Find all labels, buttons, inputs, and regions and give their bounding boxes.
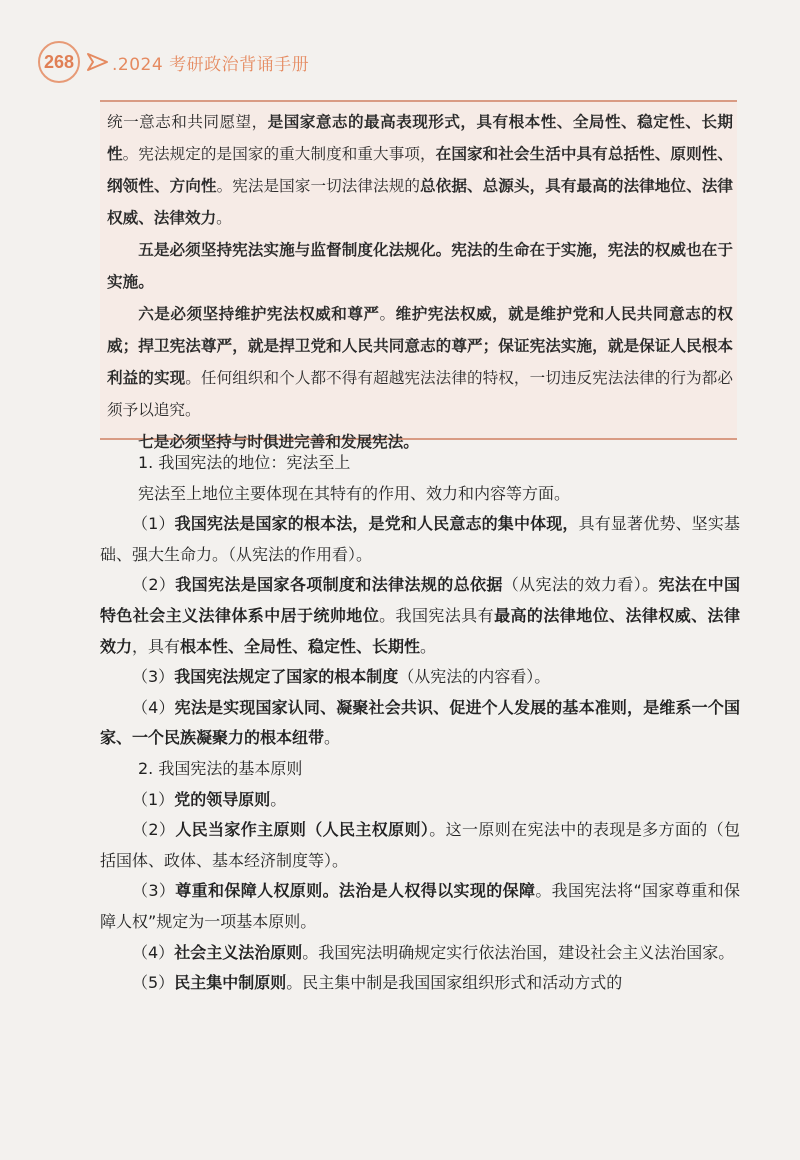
body-paragraph [100, 938, 740, 969]
book-arrow-icon [86, 50, 110, 74]
body-paragraph [100, 570, 740, 662]
text-run: 。宪法规定的是国家的重大制度和重大事项， [122, 145, 436, 163]
body-paragraph [100, 968, 740, 999]
main-text [100, 448, 740, 999]
body-paragraph [100, 693, 740, 754]
bold-text-run: 宪法是实现国家认同、凝聚社会共识、促进个人发展的基本准则，是维系一个国家、一个民族凝聚力的根本纽带 [100, 697, 740, 748]
bold-text-run: 六是必须坚持维护宪法权威和尊严 [138, 304, 380, 323]
bold-text-run: 根本性、全局性、稳定性、长期性 [180, 636, 421, 656]
bold-text-run: 社会主义法治原则 [174, 942, 303, 962]
body-paragraph [100, 876, 740, 937]
bold-text-run: 维护宪法权威，就是维护党和人民共同意志的权威；捍卫宪法尊严，就是捍卫党和人民共同意志的尊严；保证宪法实施，就是保证人民根本利益的实现 [107, 304, 733, 387]
text-run: （从宪法的效力看）。 [502, 575, 659, 595]
text-run: 。 [324, 728, 341, 748]
text-run: （2） [132, 820, 176, 840]
bold-text-run: 我国宪法是国家各项制度和法律法规的总依据 [175, 575, 503, 595]
page-header [38, 40, 309, 84]
page-number: 268 [38, 41, 80, 83]
bold-text-run: 是国家意志的最高表现形式，具有根本性、全局性、稳定性、长期性 [107, 112, 733, 163]
text-run: 。这一原则在宪法中的表现是多方面的（包括国体、政体、基本经济制度等）。 [100, 820, 740, 870]
bold-text-run: 尊重和保障人权原则。法治是人权得以实现的保障 [175, 881, 536, 901]
text-run: 。 [270, 789, 287, 809]
bold-text-run: 我国宪法是国家的根本法，是党和人民意志的集中体现， [174, 514, 579, 534]
body-paragraph [100, 448, 740, 479]
text-run: 。 [420, 636, 437, 656]
text-run: 。我国宪法将“国家尊重和保障人权”规定为一项基本原则。 [100, 881, 740, 931]
text-run: 。我国宪法明确规定实行依法治国，建设社会主义法治国家。 [302, 942, 735, 962]
text-run: 宪法至上地位主要体现在其特有的作用、效力和内容等方面。 [138, 483, 571, 503]
bold-text-run: 最高的法律地位、法律权威、法律效力 [100, 605, 740, 656]
text-run: （从宪法的内容看）。 [398, 667, 551, 687]
bold-text-run: 人民当家作主原则（人民主权原则） [175, 820, 430, 840]
body-paragraph [100, 479, 740, 510]
highlight-box [100, 100, 737, 451]
text-run: 统一意志和共同愿望， [107, 113, 268, 131]
body-paragraph [100, 662, 740, 693]
text-run: 。 [379, 305, 396, 323]
body-paragraph [100, 509, 740, 570]
bold-text-run: 民主集中制原则 [174, 973, 287, 993]
text-run: 1. 我国宪法的地位：宪法至上 [138, 453, 351, 472]
text-run: 。任何组织和个人都不得有超越宪法法律的特权，一切违反宪法法律的行为都必须予以追究。 [107, 369, 733, 419]
text-run: ，具有 [132, 636, 181, 656]
text-run: （2） [132, 575, 176, 595]
text-run: 。民主集中制是我国国家组织形式和活动方式的 [286, 973, 623, 993]
bold-text-run: 我国宪法规定了国家的根本制度 [174, 667, 399, 687]
text-run: （4） [132, 942, 175, 962]
bold-text-run: 宪法在中国特色社会主义法律体系中居于统帅地位 [100, 575, 740, 625]
bold-text-run: 在国家和社会生活中具有总括性、原则性、纲领性、方向性 [107, 144, 733, 195]
bold-text-run: 总依据、总源头，具有最高的法律地位、法律权威、法律效力 [107, 176, 733, 227]
bold-text-run: 党的领导原则 [174, 789, 271, 809]
text-run: 具有显著优势、坚实基础、强大生命力。（从宪法的作用看）。 [100, 514, 740, 564]
text-run: （1） [132, 514, 175, 534]
text-run: （4） [132, 697, 175, 717]
body-paragraph [100, 815, 740, 876]
text-run: 。宪法是国家一切法律法规的 [216, 177, 421, 195]
bold-text-run: 七是必须坚持与时俱进完善和发展宪法。 [138, 432, 419, 451]
body-paragraph [100, 754, 740, 785]
body-paragraph [100, 785, 740, 816]
box-paragraph-3 [107, 298, 733, 426]
text-run: 。我国宪法具有 [379, 605, 495, 625]
text-run: 2. 我国宪法的基本原则 [138, 758, 303, 778]
text-run: （5） [132, 973, 175, 993]
book-title: .2024 考研政治背诵手册 [112, 54, 310, 75]
box-paragraph-1 [107, 106, 733, 234]
text-run: （3） [132, 881, 176, 901]
text-run: （1） [132, 789, 175, 809]
bold-text-run: 五是必须坚持宪法实施与监督制度化法规化。宪法的生命在于实施，宪法的权威也在于实施。 [107, 240, 733, 291]
box-paragraph-2 [107, 234, 733, 298]
text-run: 。 [216, 209, 232, 227]
text-run: （3） [132, 667, 175, 687]
